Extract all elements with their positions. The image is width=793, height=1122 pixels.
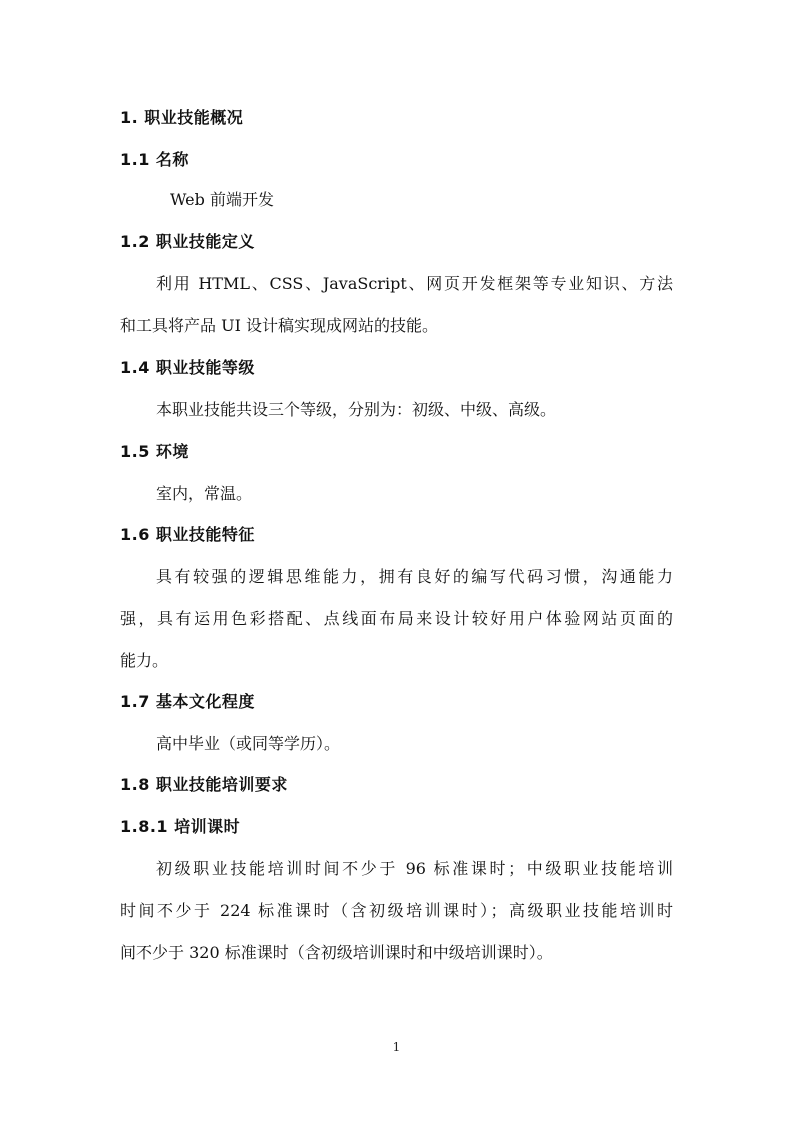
- features-line-1: 具有较强的逻辑思维能力，拥有良好的编写代码习惯，沟通能力: [156, 567, 673, 586]
- heading-1-8-1: 1.8.1 培训课时: [120, 817, 241, 836]
- heading-1-8: 1.8 职业技能培训要求: [120, 775, 288, 794]
- heading-1-2: 1.2 职业技能定义: [120, 232, 255, 251]
- training-line-2: 时间不少于 224 标准课时（含初级培训课时）；高级职业技能培训时: [120, 901, 673, 920]
- definition-line-2: 和工具将产品 UI 设计稿实现成网站的技能。: [120, 316, 438, 335]
- levels-text: 本职业技能共设三个等级，分别为：初级、中级、高级。: [156, 400, 557, 419]
- heading-1-4: 1.4 职业技能等级: [120, 358, 255, 377]
- heading-1-1: 1.1 名称: [120, 150, 189, 169]
- heading-1-5: 1.5 环境: [120, 442, 189, 461]
- definition-line-1: 利用 HTML、CSS、JavaScript、网页开发框架等专业知识、方法: [156, 274, 673, 293]
- heading-1-7: 1.7 基本文化程度: [120, 692, 255, 711]
- features-line-3: 能力。: [120, 651, 169, 670]
- heading-1-6: 1.6 职业技能特征: [120, 525, 255, 544]
- training-line-1: 初级职业技能培训时间不少于 96 标准课时；中级职业技能培训: [156, 859, 673, 878]
- education-text: 高中毕业（或同等学历）。: [156, 734, 341, 753]
- features-line-2: 强，具有运用色彩搭配、点线面布局来设计较好用户体验网站页面的: [120, 609, 673, 628]
- training-line-3: 间不少于 320 标准课时（含初级培训课时和中级培训课时）。: [120, 943, 553, 962]
- page-number: 1: [392, 1040, 401, 1054]
- heading-1: 1. 职业技能概况: [120, 108, 244, 127]
- name-text: Web 前端开发: [170, 190, 274, 209]
- environment-text: 室内，常温。: [156, 484, 253, 503]
